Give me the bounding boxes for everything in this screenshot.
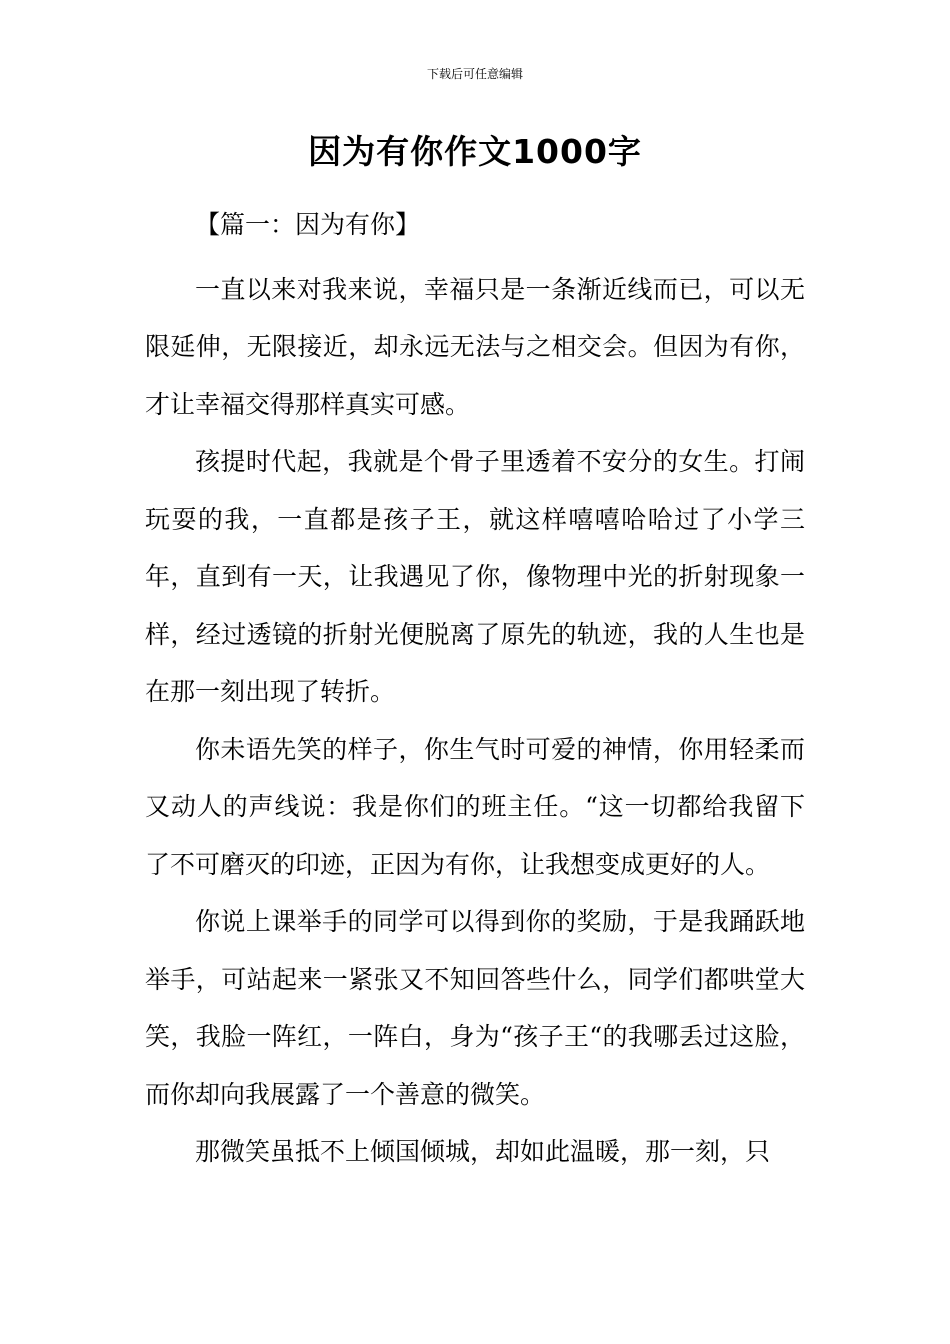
- paragraph: 那微笑虽抵不上倾国倾城，却如此温暖，那一刻，只: [195, 1137, 771, 1166]
- paragraph: 孩提时代起，我就是个骨子里透着不安分的女生。打闹玩耍的我，一直都是孩子王，就这样嘻嘻哈哈过了小学三年，直到有一天，让我遇见了你，像物理中光的折射现象一样，经过透镜的折射光便脱离了原先的轨迹，我的人生也是在那一刻出现了转折。: [145, 447, 805, 706]
- document-body: [145, 196, 805, 1181]
- header-note: 下载后可任意编辑: [426, 67, 523, 81]
- paragraph: 你未语先笑的样子，你生气时可爱的神情，你用轻柔而又动人的声线说：我是你们的班主任。“这一切都给我留下了不可磨灭的印迹，正因为有你，让我想变成更好的人。: [145, 734, 805, 879]
- section-heading: 【篇一：因为有你】: [195, 210, 421, 239]
- paragraph: 一直以来对我来说，幸福只是一条渐近线而已，可以无限延伸，无限接近，却永远无法与之相交会。但因为有你，才让幸福交得那样真实可感。: [145, 274, 805, 419]
- paragraph: 你说上课举手的同学可以得到你的奖励，于是我踊跃地举手，可站起来一紧张又不知回答些什么，同学们都哄堂大笑，我脸一阵红，一阵白，身为“孩子王“的我哪丢过这脸，而你却向我展露了一个善意的微笑。: [145, 907, 805, 1109]
- document-title: 因为有你作文1000字: [308, 132, 642, 171]
